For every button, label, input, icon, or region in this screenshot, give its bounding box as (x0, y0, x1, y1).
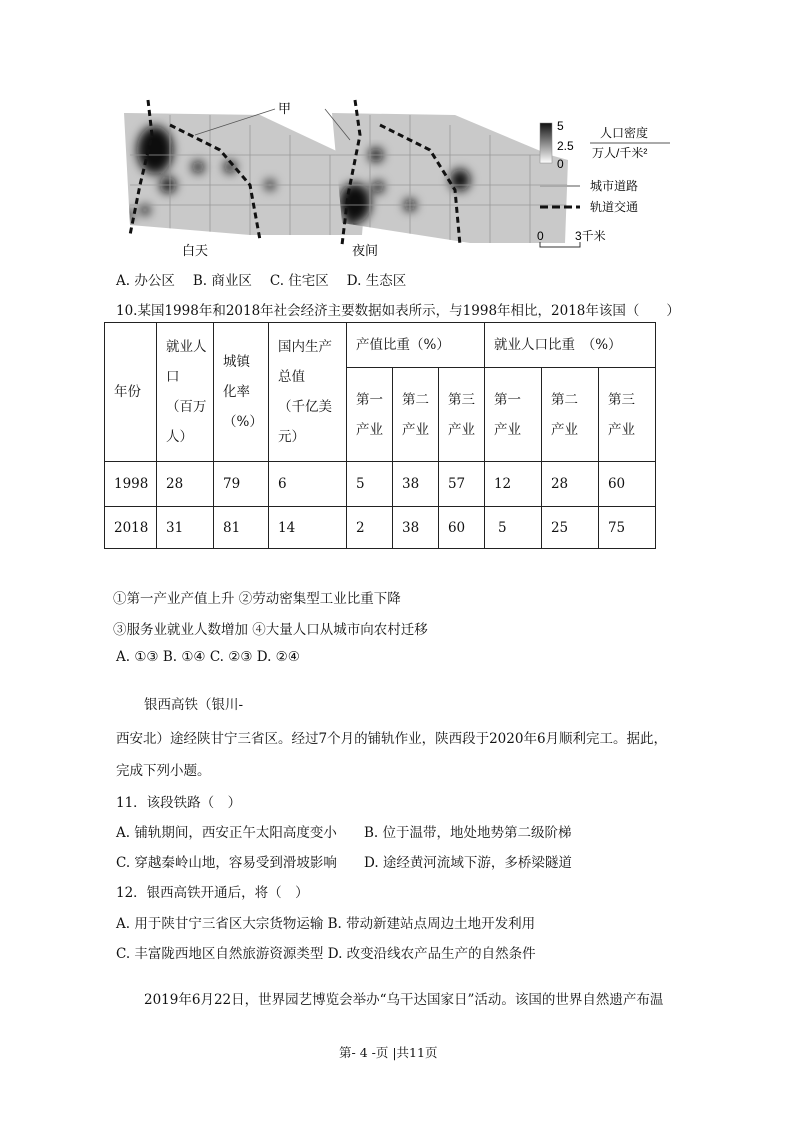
table-cell: 1998 (105, 462, 157, 507)
svg-text:轨道交通: 轨道交通 (590, 200, 639, 214)
svg-text:0: 0 (557, 157, 564, 171)
table-cell: 31 (157, 507, 214, 549)
svg-text:5: 5 (557, 119, 564, 133)
table-row (105, 462, 656, 507)
table-cell: 38 (392, 462, 438, 507)
table-cell: 57 (438, 462, 484, 507)
passage-line-3: 完成下列小题。 (116, 763, 211, 779)
svg-text:城市道路: 城市道路 (590, 179, 639, 193)
svg-text:人口密度: 人口密度 (600, 126, 649, 140)
q9-option-d[interactable]: D. 生态区 (346, 273, 407, 289)
th-sub: 第三 产业 (438, 368, 484, 462)
table-cell: 38 (392, 507, 438, 549)
q10-statement-2: ③服务业就业人数增加 ④大量人口从城市向农村迁移 (113, 622, 428, 638)
map-day-caption: 白天 (182, 244, 209, 259)
q9-option-a[interactable]: A. 办公区 (116, 273, 175, 289)
q12-stem: 12．银西高铁开通后，将（ ） (116, 885, 309, 901)
table-cell: 28 (541, 462, 598, 507)
th-sub: 第二 产业 (392, 368, 438, 462)
th-output-share: 产值比重（%） (347, 323, 485, 368)
th-gdp: 国内生产 总值 （千亿美 元） (269, 323, 347, 462)
page-footer: 第- 4 -页 |共11页 (339, 1045, 438, 1060)
table-cell: 60 (438, 507, 484, 549)
table-cell: 2018 (105, 507, 157, 549)
q10-data-table (104, 322, 656, 549)
table-cell: 14 (269, 507, 347, 549)
passage-line-2: 西安北）途经陕甘宁三省区。经过7个月的铺轨作业，陕西段于2020年6月顺利完工。据此， (116, 731, 668, 747)
table-cell: 25 (541, 507, 598, 549)
table-row (105, 507, 656, 549)
th-sub: 第一 产业 (484, 368, 541, 462)
th-sub: 第三 产业 (598, 368, 655, 462)
th-employment: 就业人 口 （百万 人） (157, 323, 214, 462)
table-cell: 12 (484, 462, 541, 507)
svg-text:万人/千米²: 万人/千米² (592, 146, 648, 160)
svg-text:3千米: 3千米 (575, 229, 606, 243)
q9-options (116, 269, 406, 289)
table-cell: 5 (347, 462, 393, 507)
svg-text:0: 0 (537, 229, 544, 243)
q9-option-c[interactable]: C. 住宅区 (269, 273, 329, 289)
table-cell: 5 (484, 507, 541, 549)
q10-statement-1: ①第一产业产值上升 ②劳动密集型工业比重下降 (113, 591, 401, 607)
q10-options[interactable]: A. ①③ B. ①④ C. ②③ D. ②④ (116, 649, 300, 665)
svg-text:2.5: 2.5 (557, 139, 574, 153)
th-sub: 第二 产业 (541, 368, 598, 462)
table-cell: 75 (598, 507, 655, 549)
q9-option-b[interactable]: B. 商业区 (192, 273, 252, 289)
q13-intro: 2019年6月22日，世界园艺博览会举办“乌干达国家日”活动。该国的世界自然遗产布温 (144, 992, 664, 1008)
table-cell: 60 (598, 462, 655, 507)
q11-option-a[interactable]: A. 铺轨期间，西安正午太阳高度变小 (116, 825, 337, 841)
th-sub: 第一 产业 (347, 368, 393, 462)
th-urbanization: 城镇 化率 （%） (214, 323, 269, 462)
table-cell: 81 (214, 507, 269, 549)
passage-line-1: 银西高铁（银川- (144, 697, 244, 713)
table-cell: 2 (347, 507, 393, 549)
q11-option-b[interactable]: B. 位于温带，地处地势第二级阶梯 (364, 825, 572, 841)
q12-options-1[interactable]: A. 用于陕甘宁三省区大宗货物运输 B. 带动新建站点周边土地开发利用 (116, 916, 536, 932)
table-cell: 79 (214, 462, 269, 507)
q10-stem: 10.某国1998年和2018年社会经济主要数据如表所示，与1998年相比，2018年该国（ ） (116, 303, 680, 319)
table-cell: 28 (157, 462, 214, 507)
population-density-maps (110, 95, 700, 265)
q11-option-c[interactable]: C. 穿越秦岭山地，容易受到滑坡影响 (116, 855, 337, 871)
q11-option-d[interactable]: D. 途经黄河流域下游，多桥梁隧道 (364, 855, 572, 871)
q11-stem: 11．该段铁路（ ） (116, 795, 242, 811)
map-night-caption: 夜间 (352, 244, 379, 259)
label-jia: 甲 (278, 102, 292, 117)
th-year: 年份 (105, 323, 157, 462)
q12-options-2[interactable]: C. 丰富陇西地区自然旅游资源类型 D. 改变沿线农产品生产的自然条件 (116, 946, 536, 962)
th-employment-share: 就业人口比重 （%） (484, 323, 655, 368)
table-cell: 6 (269, 462, 347, 507)
